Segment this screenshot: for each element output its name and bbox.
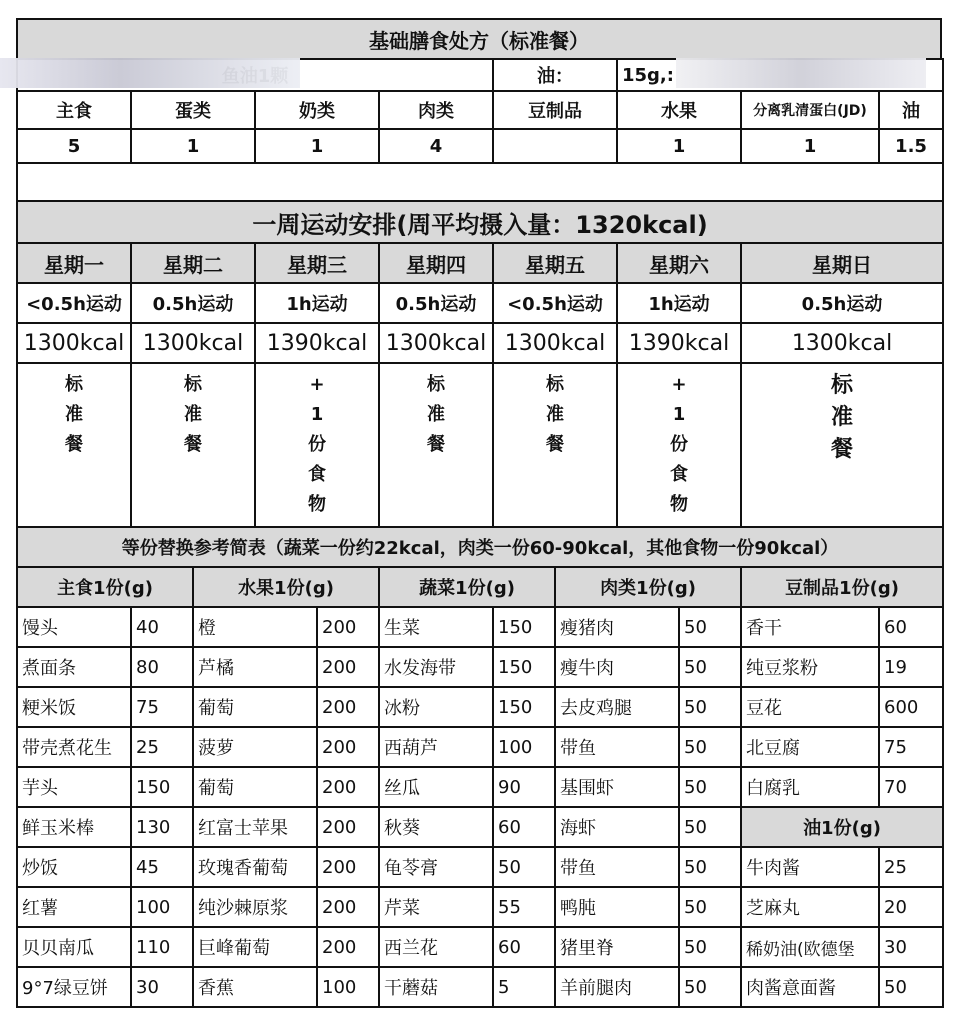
table-cell: 60 xyxy=(493,807,555,847)
redacted-area xyxy=(676,58,926,88)
meal-char: 食 xyxy=(670,464,688,485)
table-cell: 9°7绿豆饼 xyxy=(17,967,131,1007)
meal-char: 物 xyxy=(670,494,688,515)
portion-header: 分离乳清蛋白(JD) xyxy=(741,91,879,129)
reference-rows xyxy=(17,607,943,1007)
table-cell: 西兰花 xyxy=(379,927,493,967)
table-cell: 50 xyxy=(679,687,741,727)
table-cell: 200 xyxy=(317,727,379,767)
ref-header: 豆制品1份(g) xyxy=(741,567,943,607)
table-cell: 水发海带 xyxy=(379,647,493,687)
table-cell: 50 xyxy=(679,647,741,687)
kcal-cell: 1300kcal xyxy=(493,323,617,363)
table-row xyxy=(17,807,943,847)
meal-cell-standard xyxy=(379,363,493,527)
meal-char: 餐 xyxy=(65,434,83,455)
table-cell: 牛肉酱 xyxy=(741,847,879,887)
reference-table xyxy=(16,566,944,1008)
meal-char: 1 xyxy=(310,404,324,425)
table-cell: 羊前腿肉 xyxy=(555,967,679,1007)
meal-char: 物 xyxy=(308,494,326,515)
meal-char: 准 xyxy=(184,404,202,425)
table-cell: 200 xyxy=(317,647,379,687)
week-title: 一周运动安排(周平均摄入量：1320kcal) xyxy=(17,201,943,243)
day-header: 星期四 xyxy=(379,243,493,283)
table-cell: 白腐乳 xyxy=(741,767,879,807)
table-cell: 200 xyxy=(317,687,379,727)
portion-value: 1 xyxy=(741,129,879,163)
table-cell: 60 xyxy=(879,607,943,647)
table-cell: 200 xyxy=(317,767,379,807)
meal-char: 1 xyxy=(672,404,686,425)
table-cell: 110 xyxy=(131,927,193,967)
table-cell: 红薯 xyxy=(17,887,131,927)
meal-char: 餐 xyxy=(546,434,564,455)
kcal-cell: 1390kcal xyxy=(617,323,741,363)
table-cell: 100 xyxy=(317,967,379,1007)
ref-header: 蔬菜1份(g) xyxy=(379,567,555,607)
week-table xyxy=(16,200,944,568)
table-cell: 40 xyxy=(131,607,193,647)
table-row xyxy=(17,767,943,807)
oil-value: 15g,: xyxy=(617,59,943,91)
meal-cell-standard xyxy=(17,363,131,527)
meal-cell-standard xyxy=(131,363,255,527)
table-cell: 秋葵 xyxy=(379,807,493,847)
table-cell: 200 xyxy=(317,927,379,967)
table-cell: 50 xyxy=(679,887,741,927)
table-cell: 50 xyxy=(879,967,943,1007)
table-row xyxy=(17,967,943,1007)
exercise-cell: 0.5h运动 xyxy=(741,283,943,323)
meal-char: + xyxy=(671,374,687,395)
portion-header: 豆制品 xyxy=(493,91,617,129)
table-row xyxy=(17,687,943,727)
kcal-cell: 1390kcal xyxy=(255,323,379,363)
table-cell: 葡萄 xyxy=(193,687,317,727)
meal-cell-standard xyxy=(493,363,617,527)
kcal-cell: 1300kcal xyxy=(379,323,493,363)
table-cell: 50 xyxy=(679,807,741,847)
table-cell: 90 xyxy=(493,767,555,807)
table-cell: 干蘑菇 xyxy=(379,967,493,1007)
meal-char: 标 xyxy=(831,373,854,398)
table-cell: 30 xyxy=(131,967,193,1007)
table-cell: 50 xyxy=(679,927,741,967)
table-cell: 猪里脊 xyxy=(555,927,679,967)
table-cell: 葡萄 xyxy=(193,767,317,807)
meal-char: 餐 xyxy=(427,434,445,455)
table-cell: 芦橘 xyxy=(193,647,317,687)
portion-header: 水果 xyxy=(617,91,741,129)
table-cell: 200 xyxy=(317,847,379,887)
kcal-cell: 1300kcal xyxy=(131,323,255,363)
table-cell: 粳米饭 xyxy=(17,687,131,727)
table-cell: 海虾 xyxy=(555,807,679,847)
table-row xyxy=(17,887,943,927)
table-cell: 去皮鸡腿 xyxy=(555,687,679,727)
meal-char: 标 xyxy=(184,374,202,395)
table-cell: 5 xyxy=(493,967,555,1007)
portion-value: 1.5 xyxy=(879,129,943,163)
redacted-area xyxy=(0,58,300,88)
meal-char: 准 xyxy=(546,404,564,425)
day-header: 星期三 xyxy=(255,243,379,283)
table-cell: 50 xyxy=(493,847,555,887)
day-header: 星期一 xyxy=(17,243,131,283)
reference-title: 等份替换参考简表（蔬菜一份约22kcal，肉类一份60-90kcal，其他食物一份90kcal） xyxy=(17,527,943,567)
table-cell: 稀奶油(欧德堡 xyxy=(741,927,879,967)
table-row xyxy=(17,727,943,767)
day-header: 星期二 xyxy=(131,243,255,283)
table-cell: 50 xyxy=(679,767,741,807)
exercise-cell: 1h运动 xyxy=(617,283,741,323)
table-cell: 600 xyxy=(879,687,943,727)
table-cell: 生菜 xyxy=(379,607,493,647)
meal-char: 准 xyxy=(65,404,83,425)
table-cell: 50 xyxy=(679,847,741,887)
meal-char: 餐 xyxy=(184,434,202,455)
table-cell: 25 xyxy=(879,847,943,887)
table-cell: 20 xyxy=(879,887,943,927)
ref-header: 肉类1份(g) xyxy=(555,567,741,607)
meal-cell-extra xyxy=(255,363,379,527)
portion-header: 肉类 xyxy=(379,91,493,129)
table-cell: 鲜玉米棒 xyxy=(17,807,131,847)
oil-label: 油： xyxy=(493,59,617,91)
table-cell: 巨峰葡萄 xyxy=(193,927,317,967)
portion-header: 蛋类 xyxy=(131,91,255,129)
table-cell: 香干 xyxy=(741,607,879,647)
table-cell: 带壳煮花生 xyxy=(17,727,131,767)
exercise-cell: <0.5h运动 xyxy=(493,283,617,323)
table-cell: 200 xyxy=(317,607,379,647)
day-header: 星期五 xyxy=(493,243,617,283)
table-cell: 25 xyxy=(131,727,193,767)
table-cell: 70 xyxy=(879,767,943,807)
exercise-cell: 0.5h运动 xyxy=(379,283,493,323)
table-cell: 香蕉 xyxy=(193,967,317,1007)
table-cell: 200 xyxy=(317,807,379,847)
meal-cell-extra xyxy=(617,363,741,527)
meal-char: 标 xyxy=(546,374,564,395)
meal-char: 食 xyxy=(308,464,326,485)
table-cell: 馒头 xyxy=(17,607,131,647)
table-cell: 基围虾 xyxy=(555,767,679,807)
table-cell: 55 xyxy=(493,887,555,927)
table-cell: 19 xyxy=(879,647,943,687)
meal-char: 准 xyxy=(427,404,445,425)
portion-value: 1 xyxy=(617,129,741,163)
table-cell: 瘦牛肉 xyxy=(555,647,679,687)
table-cell: 130 xyxy=(131,807,193,847)
portions-table xyxy=(16,90,944,202)
portion-value xyxy=(493,129,617,163)
table-cell: 75 xyxy=(879,727,943,767)
day-header: 星期日 xyxy=(741,243,943,283)
ref-header: 水果1份(g) xyxy=(193,567,379,607)
table-cell: 鸭肫 xyxy=(555,887,679,927)
table-cell: 北豆腐 xyxy=(741,727,879,767)
table-cell: 60 xyxy=(493,927,555,967)
table-cell: 50 xyxy=(679,727,741,767)
table-row xyxy=(17,927,943,967)
meal-char: 份 xyxy=(670,434,688,455)
day-header: 星期六 xyxy=(617,243,741,283)
table-cell: 50 xyxy=(679,607,741,647)
diet-prescription-sheet xyxy=(16,0,942,1008)
table-cell: 煮面条 xyxy=(17,647,131,687)
table-cell: 芹菜 xyxy=(379,887,493,927)
table-cell: 带鱼 xyxy=(555,727,679,767)
table-row xyxy=(17,847,943,887)
meal-char: 标 xyxy=(65,374,83,395)
meal-char: 餐 xyxy=(831,437,854,462)
table-cell: 45 xyxy=(131,847,193,887)
kcal-cell: 1300kcal xyxy=(741,323,943,363)
table-cell: 瘦猪肉 xyxy=(555,607,679,647)
table-cell: 红富士苹果 xyxy=(193,807,317,847)
exercise-cell: 0.5h运动 xyxy=(131,283,255,323)
portion-value: 4 xyxy=(379,129,493,163)
oil-header: 油1份(g) xyxy=(741,807,943,847)
meal-char: + xyxy=(309,374,325,395)
table-cell: 芋头 xyxy=(17,767,131,807)
table-cell: 75 xyxy=(131,687,193,727)
table-cell: 30 xyxy=(879,927,943,967)
table-cell: 150 xyxy=(493,607,555,647)
table-cell: 100 xyxy=(131,887,193,927)
table-cell: 200 xyxy=(317,887,379,927)
table-cell: 150 xyxy=(493,687,555,727)
blank-row xyxy=(17,163,943,201)
table-cell: 菠萝 xyxy=(193,727,317,767)
table-cell: 带鱼 xyxy=(555,847,679,887)
exercise-cell: 1h运动 xyxy=(255,283,379,323)
meal-char: 份 xyxy=(308,434,326,455)
meal-char: 准 xyxy=(831,405,854,430)
table-cell: 纯沙棘原浆 xyxy=(193,887,317,927)
table-cell: 肉酱意面酱 xyxy=(741,967,879,1007)
exercise-cell: <0.5h运动 xyxy=(17,283,131,323)
table-cell: 豆花 xyxy=(741,687,879,727)
table-cell: 炒饭 xyxy=(17,847,131,887)
table-cell: 玫瑰香葡萄 xyxy=(193,847,317,887)
portion-header: 主食 xyxy=(17,91,131,129)
portion-value: 1 xyxy=(131,129,255,163)
table-cell: 龟苓膏 xyxy=(379,847,493,887)
table-cell: 冰粉 xyxy=(379,687,493,727)
portion-value: 5 xyxy=(17,129,131,163)
kcal-cell: 1300kcal xyxy=(17,323,131,363)
table-cell: 50 xyxy=(679,967,741,1007)
portion-header: 奶类 xyxy=(255,91,379,129)
table-cell: 100 xyxy=(493,727,555,767)
table-row xyxy=(17,647,943,687)
table-cell: 贝贝南瓜 xyxy=(17,927,131,967)
table-cell: 纯豆浆粉 xyxy=(741,647,879,687)
portion-value: 1 xyxy=(255,129,379,163)
table-cell: 150 xyxy=(131,767,193,807)
table-cell: 80 xyxy=(131,647,193,687)
table-cell: 丝瓜 xyxy=(379,767,493,807)
portion-header: 油 xyxy=(879,91,943,129)
table-cell: 150 xyxy=(493,647,555,687)
meal-char: 标 xyxy=(427,374,445,395)
table-row xyxy=(17,607,943,647)
ref-header: 主食1份(g) xyxy=(17,567,193,607)
table-cell: 橙 xyxy=(193,607,317,647)
table-cell: 芝麻丸 xyxy=(741,887,879,927)
title-table xyxy=(16,18,942,60)
table-cell: 西葫芦 xyxy=(379,727,493,767)
page-title: 基础膳食处方（标准餐） xyxy=(17,19,941,59)
meal-cell-standard xyxy=(741,363,943,527)
